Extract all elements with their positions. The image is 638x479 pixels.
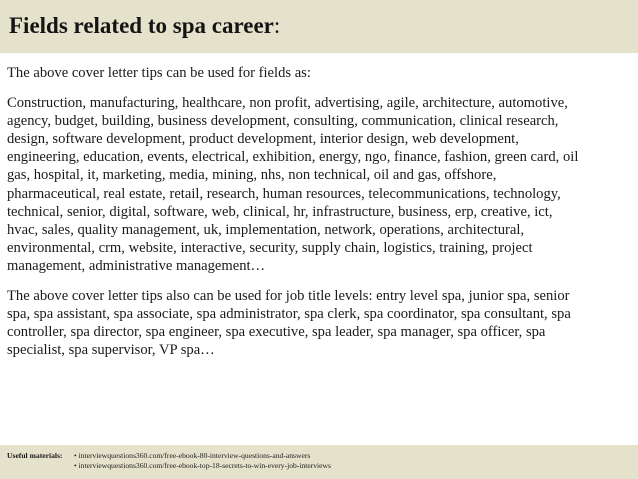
fields-line: technical, senior, digital, software, web, clinical, hr, infrastructure, business, erp, creative, ict, [7,203,553,220]
job-levels-line: The above cover letter tips also can be used for job title levels: entry level spa, junior spa, senior [7,288,570,305]
fields-line: engineering, education, events, electrical, exhibition, energy, ngo, finance, fashion, green card, oil [7,149,579,166]
fields-paragraph [7,94,635,275]
useful-materials-footer [7,451,331,471]
useful-materials-link[interactable]: • interviewquestions360.com/free-ebook-top-18-secrets-to-win-every-job-interviews [74,461,331,470]
fields-line: gas, hospital, it, marketing, media, mining, nhs, non technical, oil and gas, offshore, [7,167,497,184]
job-levels-line: spa, spa assistant, spa associate, spa administrator, spa clerk, spa coordinator, spa consultant, spa [7,306,571,323]
fields-line: management, administrative management… [7,257,266,274]
job-levels-line: specialist, spa supervisor, VP spa… [7,342,215,359]
slide-body [7,64,635,359]
fields-line: pharmaceutical, real estate, retail, research, human resources, telecommunications, technology, [7,185,561,202]
useful-materials-label: Useful materials: [7,451,63,460]
footer-row [7,451,331,461]
footer-row [7,461,331,471]
slide-title-text: Fields related to spa career [9,13,274,38]
slide-title-colon: : [273,13,281,38]
intro-paragraph: The above cover letter tips can be used for fields as: [7,65,311,81]
job-levels-line: controller, spa director, spa engineer, spa executive, spa leader, spa manager, spa officer, spa [7,324,546,341]
fields-line: environmental, crm, website, interactive, security, supply chain, logistics, training, project [7,239,533,256]
fields-line: Construction, manufacturing, healthcare, non profit, advertising, agile, architecture, automotive, [7,95,568,112]
useful-materials-link[interactable]: • interviewquestions360.com/free-ebook-80-interview-questions-and-answers [74,451,311,460]
slide-title [9,12,280,40]
fields-line: hvac, sales, quality management, uk, implementation, network, operations, architectural, [7,221,525,238]
fields-line: design, software development, product development, interior design, web development, [7,131,519,148]
fields-line: agency, budget, building, business development, consulting, communication, clinical research, [7,113,559,130]
job-levels-paragraph [7,287,635,359]
